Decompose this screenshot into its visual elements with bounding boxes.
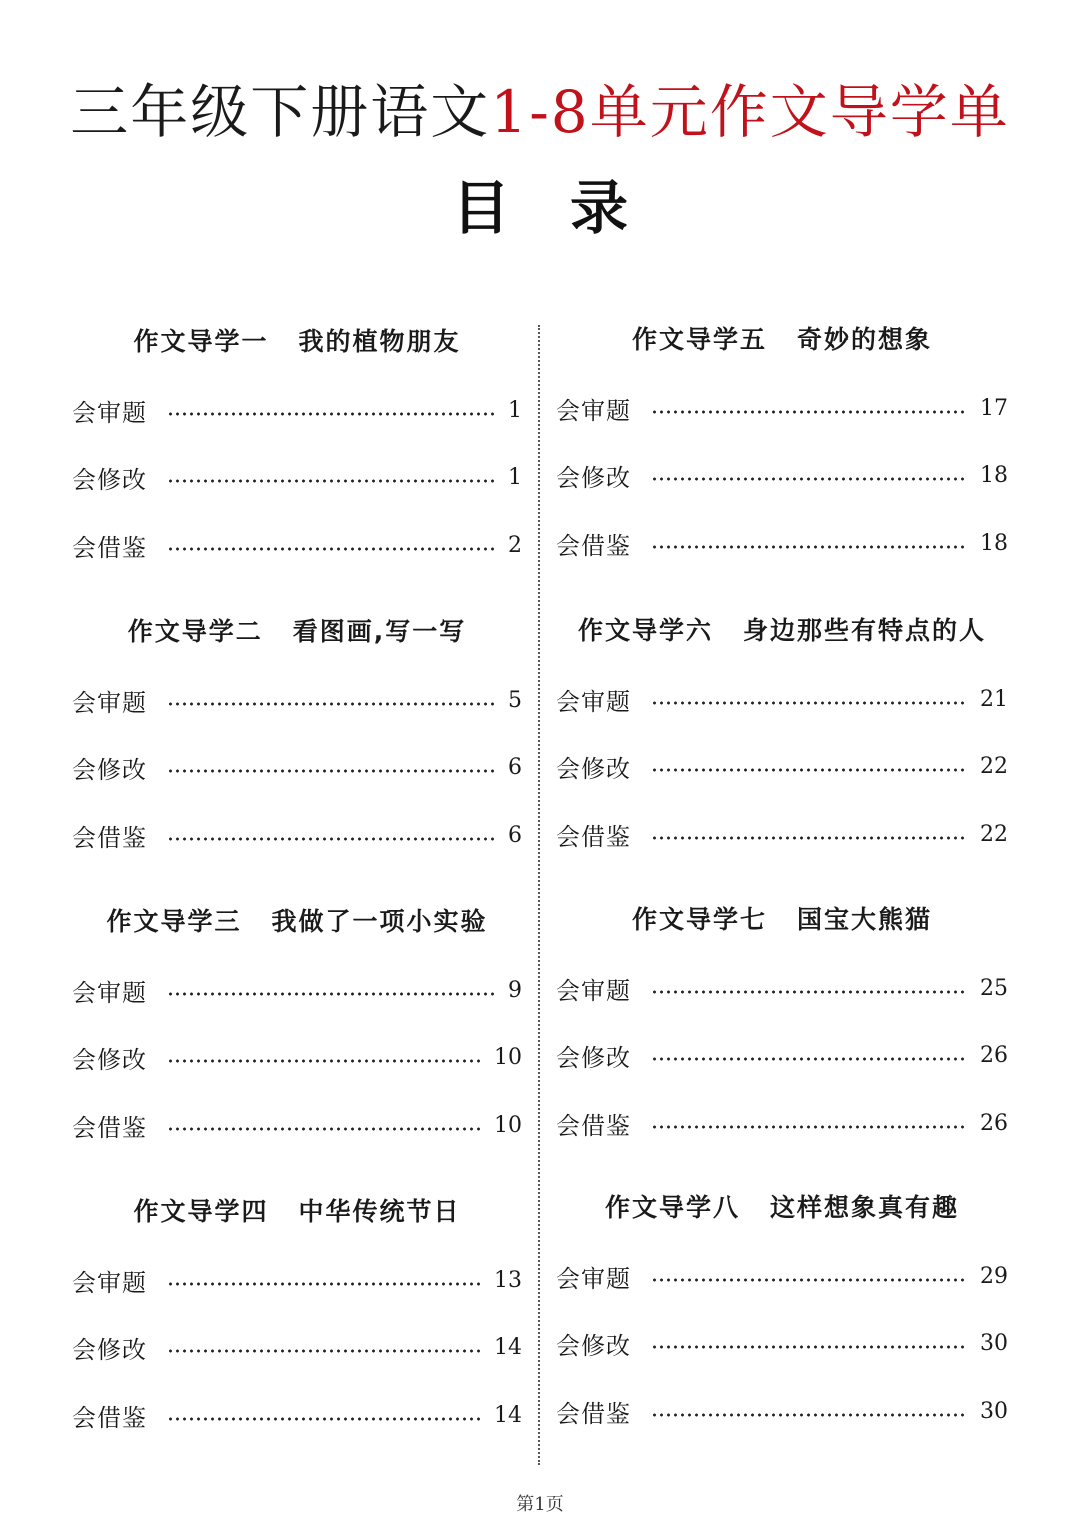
toc-section bbox=[72, 902, 522, 1142]
toc-entry[interactable] bbox=[72, 747, 522, 787]
toc-section bbox=[72, 612, 522, 852]
toc-page-number: 5 bbox=[508, 687, 522, 713]
toc-section bbox=[72, 1192, 522, 1432]
dot-leader bbox=[651, 1125, 966, 1129]
toc-page-number: 30 bbox=[980, 1398, 1008, 1424]
section-unit: 作文导学三 bbox=[106, 907, 242, 936]
dot-leader bbox=[167, 1282, 480, 1286]
toc-entry[interactable] bbox=[556, 1323, 1008, 1363]
toc-page-number: 26 bbox=[980, 1042, 1008, 1068]
toc-entry[interactable] bbox=[72, 1327, 522, 1367]
toc-entry-label: 会审题 bbox=[72, 688, 147, 717]
toc-page-number: 29 bbox=[980, 1263, 1008, 1289]
toc-entry-label: 会借鉴 bbox=[72, 1113, 147, 1142]
toc-page-number: 30 bbox=[980, 1330, 1008, 1356]
toc-page-number: 10 bbox=[494, 1044, 522, 1070]
section-unit: 作文导学五 bbox=[631, 325, 767, 354]
toc-entry[interactable] bbox=[556, 968, 1008, 1008]
section-heading bbox=[556, 320, 1008, 360]
toc-page-number: 26 bbox=[980, 1110, 1008, 1136]
toc-entry[interactable] bbox=[556, 1256, 1008, 1296]
section-topic: 看图画,写一写 bbox=[292, 617, 467, 646]
dot-leader bbox=[651, 1413, 966, 1417]
toc-entry[interactable] bbox=[556, 814, 1008, 854]
section-heading bbox=[72, 1192, 522, 1232]
section-heading bbox=[72, 612, 522, 652]
section-heading bbox=[72, 902, 522, 942]
toc-section bbox=[556, 1188, 1008, 1428]
dot-leader bbox=[167, 1127, 480, 1131]
toc-section bbox=[556, 611, 1008, 851]
dot-leader bbox=[651, 836, 966, 840]
dot-leader bbox=[167, 479, 494, 483]
section-unit: 作文导学二 bbox=[127, 617, 263, 646]
section-topic: 身边那些有特点的人 bbox=[743, 616, 987, 645]
dot-leader bbox=[167, 1059, 480, 1063]
toc-entry[interactable] bbox=[72, 457, 522, 497]
toc-entry-label: 会修改 bbox=[72, 1045, 147, 1074]
toc-entry-label: 会修改 bbox=[72, 755, 147, 784]
section-heading bbox=[556, 900, 1008, 940]
toc-page-number: 9 bbox=[508, 977, 522, 1003]
toc-entry-label: 会借鉴 bbox=[556, 822, 631, 851]
toc-page-number: 17 bbox=[980, 395, 1008, 421]
toc-entry[interactable] bbox=[556, 1035, 1008, 1075]
dot-leader bbox=[167, 547, 494, 551]
toc-entry[interactable] bbox=[556, 388, 1008, 428]
title-part-black: 三年级下册语文 bbox=[70, 78, 491, 146]
toc-heading: 目录 bbox=[451, 174, 688, 242]
toc-page-number: 2 bbox=[508, 532, 522, 558]
title-part-red: 1-8单元作文导学单 bbox=[490, 78, 1010, 146]
dot-leader bbox=[167, 412, 494, 416]
toc-entry-label: 会借鉴 bbox=[556, 1111, 631, 1140]
toc-page-number: 22 bbox=[980, 821, 1008, 847]
toc-entry-label: 会审题 bbox=[72, 1268, 147, 1297]
section-unit: 作文导学八 bbox=[604, 1193, 740, 1222]
toc-entry-label: 会审题 bbox=[72, 978, 147, 1007]
toc-page-number: 10 bbox=[494, 1112, 522, 1138]
section-topic: 我做了一项小实验 bbox=[271, 907, 488, 936]
toc-entry-label: 会修改 bbox=[556, 1043, 631, 1072]
toc-entry-label: 会审题 bbox=[72, 398, 147, 427]
dot-leader bbox=[651, 1345, 966, 1349]
toc-entry[interactable] bbox=[72, 525, 522, 565]
dot-leader bbox=[167, 702, 494, 706]
toc-entry[interactable] bbox=[72, 1395, 522, 1435]
toc-entry[interactable] bbox=[556, 1103, 1008, 1143]
toc-entry[interactable] bbox=[72, 680, 522, 720]
toc-page-number: 21 bbox=[980, 686, 1008, 712]
toc-page-number: 13 bbox=[494, 1267, 522, 1293]
toc-page-number: 1 bbox=[508, 464, 522, 490]
toc-page-number: 6 bbox=[508, 754, 522, 780]
dot-leader bbox=[167, 1417, 480, 1421]
toc-page-number: 14 bbox=[494, 1402, 522, 1428]
dot-leader bbox=[651, 990, 966, 994]
toc-entry[interactable] bbox=[556, 523, 1008, 563]
section-heading bbox=[556, 611, 1008, 651]
toc-entry-label: 会修改 bbox=[556, 463, 631, 492]
dot-leader bbox=[651, 410, 966, 414]
toc-entry-label: 会借鉴 bbox=[556, 1399, 631, 1428]
toc-entry[interactable] bbox=[72, 390, 522, 430]
toc-entry-label: 会借鉴 bbox=[556, 531, 631, 560]
dot-leader bbox=[651, 1278, 966, 1282]
toc-page-number: 25 bbox=[980, 975, 1008, 1001]
toc-entry[interactable] bbox=[72, 1037, 522, 1077]
toc-section bbox=[556, 320, 1008, 560]
toc-entry[interactable] bbox=[556, 455, 1008, 495]
dot-leader bbox=[167, 992, 494, 996]
dot-leader bbox=[651, 768, 966, 772]
toc-entry-label: 会借鉴 bbox=[72, 1403, 147, 1432]
toc-entry-label: 会修改 bbox=[556, 1331, 631, 1360]
toc-entry[interactable] bbox=[556, 679, 1008, 719]
dot-leader bbox=[167, 837, 494, 841]
toc-page-number: 18 bbox=[980, 530, 1008, 556]
section-heading bbox=[72, 322, 522, 362]
toc-page-number: 22 bbox=[980, 753, 1008, 779]
toc-entry[interactable] bbox=[72, 815, 522, 855]
toc-entry-label: 会审题 bbox=[556, 687, 631, 716]
column-divider bbox=[538, 325, 540, 1465]
toc-entry-label: 会审题 bbox=[556, 396, 631, 425]
dot-leader bbox=[651, 701, 966, 705]
toc-entry[interactable] bbox=[556, 746, 1008, 786]
toc-section bbox=[556, 900, 1008, 1140]
dot-leader bbox=[651, 477, 966, 481]
section-unit: 作文导学七 bbox=[631, 905, 767, 934]
dot-leader bbox=[167, 1349, 480, 1353]
section-heading bbox=[556, 1188, 1008, 1228]
toc-entry-label: 会审题 bbox=[556, 976, 631, 1005]
toc-page-number: 1 bbox=[508, 397, 522, 423]
dot-leader bbox=[651, 545, 966, 549]
toc-section bbox=[72, 322, 522, 562]
toc-entry[interactable] bbox=[72, 970, 522, 1010]
dot-leader bbox=[167, 769, 494, 773]
toc-entry-label: 会修改 bbox=[72, 1335, 147, 1364]
toc-entry[interactable] bbox=[72, 1260, 522, 1300]
section-topic: 国宝大熊猫 bbox=[797, 905, 933, 934]
toc-entry-label: 会审题 bbox=[556, 1264, 631, 1293]
document-title bbox=[0, 72, 1080, 152]
toc-page-number: 14 bbox=[494, 1334, 522, 1360]
section-unit: 作文导学一 bbox=[133, 327, 269, 356]
toc-entry[interactable] bbox=[556, 1391, 1008, 1431]
toc-entry-label: 会借鉴 bbox=[72, 533, 147, 562]
dot-leader bbox=[651, 1057, 966, 1061]
toc-entry[interactable] bbox=[72, 1105, 522, 1145]
toc-entry-label: 会修改 bbox=[556, 754, 631, 783]
page-footer: 第1页 bbox=[516, 1494, 564, 1515]
toc-page-number: 6 bbox=[508, 822, 522, 848]
section-topic: 中华传统节日 bbox=[298, 1197, 461, 1226]
section-topic: 这样想象真有趣 bbox=[770, 1193, 960, 1222]
section-unit: 作文导学四 bbox=[133, 1197, 269, 1226]
section-topic: 奇妙的想象 bbox=[797, 325, 933, 354]
toc-page-number: 18 bbox=[980, 462, 1008, 488]
section-topic: 我的植物朋友 bbox=[298, 327, 461, 356]
toc-entry-label: 会借鉴 bbox=[72, 823, 147, 852]
section-unit: 作文导学六 bbox=[577, 616, 713, 645]
toc-entry-label: 会修改 bbox=[72, 465, 147, 494]
